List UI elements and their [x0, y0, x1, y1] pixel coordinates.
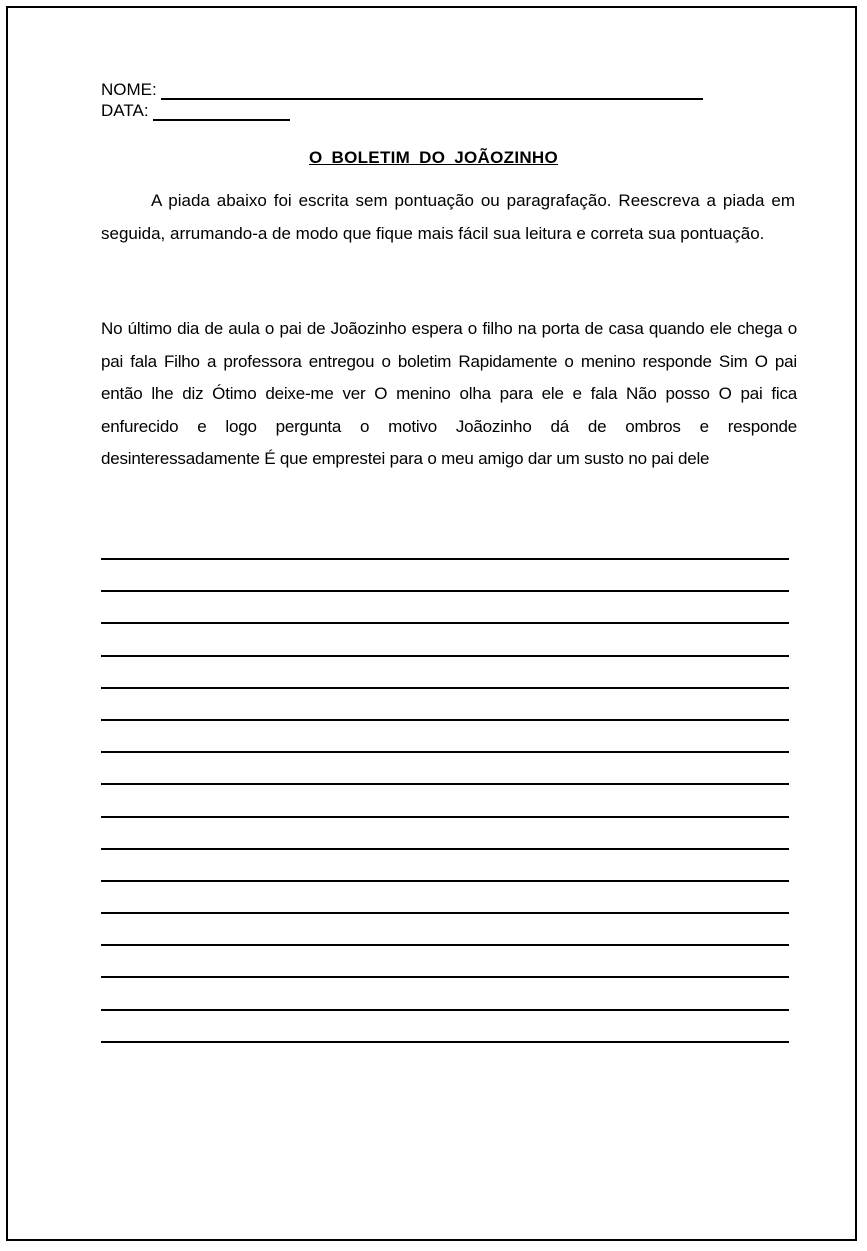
document-title: O BOLETIM DO JOÃOZINHO	[308, 148, 559, 167]
answer-line[interactable]	[101, 1009, 789, 1041]
answer-line[interactable]	[101, 719, 789, 751]
answer-line[interactable]	[101, 751, 789, 783]
answer-line[interactable]	[101, 622, 789, 654]
date-label: DATA:	[101, 101, 149, 120]
answer-line[interactable]	[101, 558, 789, 590]
answer-line[interactable]	[101, 783, 789, 815]
joke-paragraph: No último dia de aula o pai de Joãozinho espera o filho na porta de casa quando ele chega o pai fala Filho a professora entregou o boletim Rapidamente o menino responde Sim O pai então lhe diz Ótimo deixe-me ver O menino olha para ele e fala Não posso O pai fica enfurecido e logo pergunta o motivo Joãozinho dá de ombros e responde desinteressadamente É que emprestei para o meu amigo dar um susto no pai dele	[101, 319, 797, 468]
date-blank-line[interactable]	[153, 102, 290, 121]
answer-line[interactable]	[101, 944, 789, 976]
answer-line[interactable]	[101, 590, 789, 622]
answer-line[interactable]	[101, 880, 789, 912]
name-label: NOME:	[101, 80, 157, 99]
answer-line[interactable]	[101, 655, 789, 687]
answer-line[interactable]	[101, 687, 789, 719]
answer-line[interactable]	[101, 816, 789, 848]
answer-line[interactable]	[101, 912, 789, 944]
answer-line[interactable]	[101, 1041, 789, 1073]
name-blank-line[interactable]	[161, 81, 703, 100]
instructions-paragraph: A piada abaixo foi escrita sem pontuação ou paragrafação. Reescreva a piada em seguida, arrumando-a de modo que fique mais fácil sua leitura e correta sua pontuação.	[101, 191, 795, 243]
date-field[interactable]	[101, 101, 290, 121]
answer-lines[interactable]	[101, 558, 789, 1073]
answer-line[interactable]	[101, 976, 789, 1008]
answer-line[interactable]	[101, 848, 789, 880]
name-field[interactable]	[101, 80, 703, 100]
